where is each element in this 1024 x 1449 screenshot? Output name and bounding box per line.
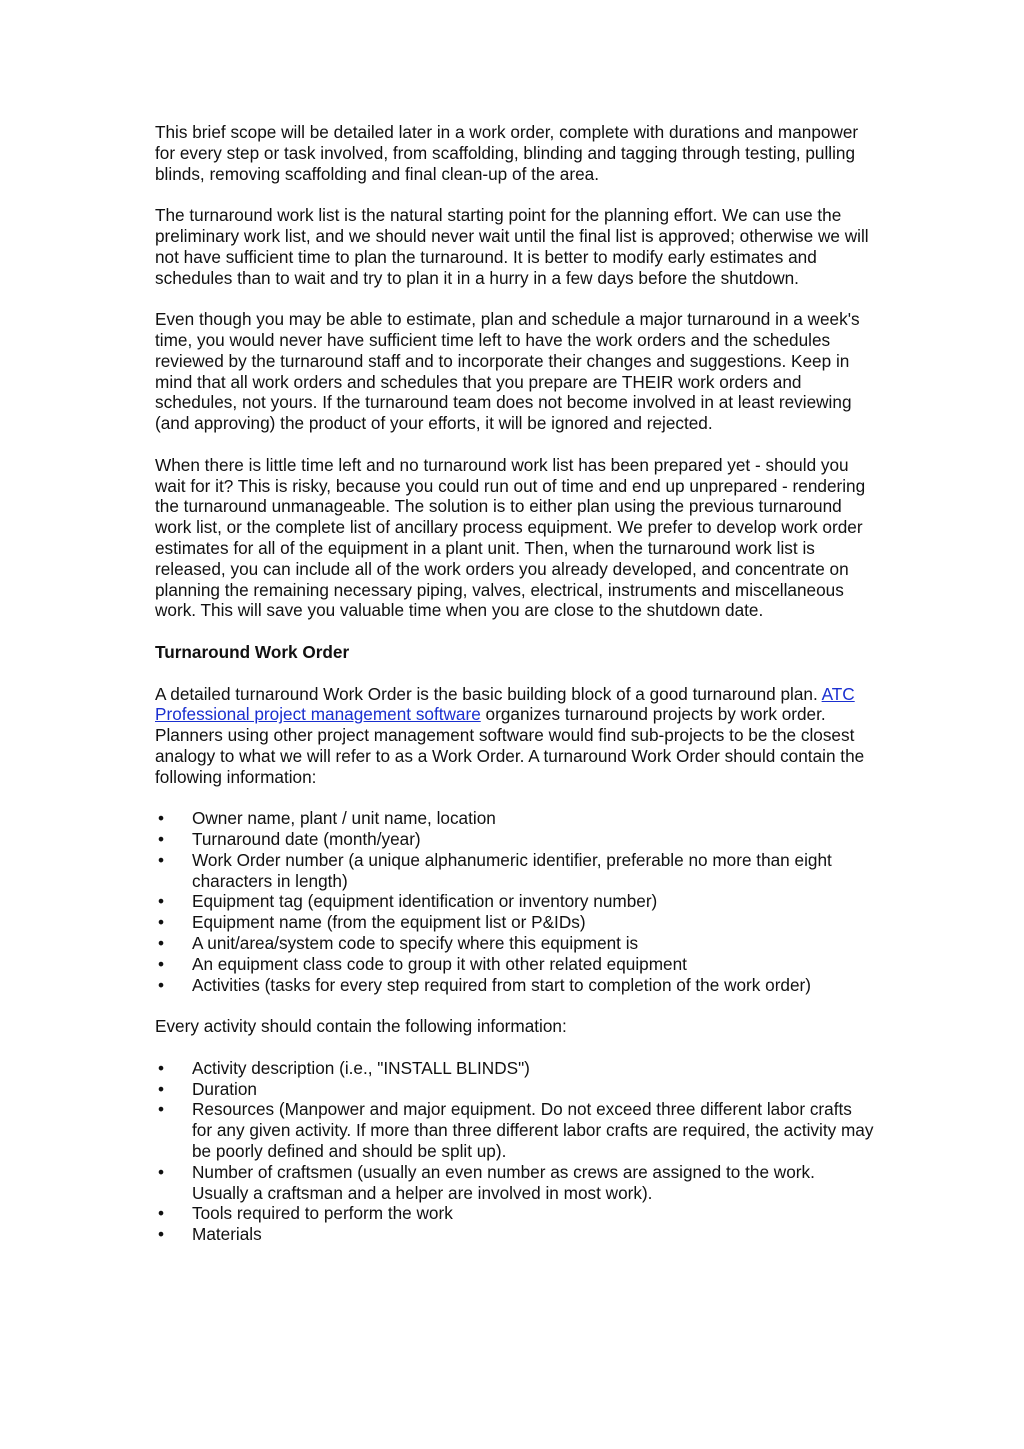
bullet-icon: •: [158, 1099, 165, 1120]
list-item-text: Equipment name (from the equipment list or P&IDs): [192, 912, 586, 933]
list-item: [155, 933, 875, 954]
paragraph-work-order-intro: [155, 684, 875, 788]
list-item: [155, 808, 875, 829]
list-item-text: Equipment tag (equipment identification or inventory number): [192, 891, 658, 912]
list-item: [155, 1079, 875, 1100]
section-heading: Turnaround Work Order: [155, 641, 350, 662]
bullet-icon: •: [158, 953, 165, 974]
list-item-text: Resources (Manpower and major equipment. Do not exceed three different labor crafts for any given activity. If more than three different labor crafts are required, the activity may be poorly defined and should be split up).: [192, 1099, 874, 1162]
list-item: [155, 850, 875, 892]
list-item: [155, 1099, 875, 1161]
bullet-icon: •: [158, 974, 165, 995]
list-item-text: Tools required to perform the work: [192, 1203, 453, 1224]
list-item: [155, 829, 875, 850]
bullet-icon: •: [158, 891, 165, 912]
bullet-icon: •: [158, 808, 165, 829]
paragraph-review: Even though you may be able to estimate, plan and schedule a major turnaround in a week's time, you would never have sufficient time left to have the work orders and the schedules reviewed by the turnaround staff and to incorporate their changes and suggestions. Keep in mind that all work orders and schedules that you prepare are THEIR work orders and schedules, not yours. If the turnaround team does not become involved in at least reviewing (and approving) the product of your efforts, it will be ignored and rejected.: [155, 309, 860, 434]
atc-software-link[interactable]: ATC Professional project management software: [155, 683, 855, 725]
activity-info-list: [155, 1058, 875, 1245]
bullet-icon: •: [158, 829, 165, 850]
document-page: [155, 122, 875, 1266]
list-item: [155, 912, 875, 933]
bullet-icon: •: [158, 1203, 165, 1224]
list-item-text: Activities (tasks for every step required from start to completion of the work order): [192, 974, 811, 995]
intro-text-before-link: A detailed turnaround Work Order is the basic building block of a good turnaround plan.: [155, 683, 822, 704]
bullet-icon: •: [158, 1057, 165, 1078]
bullet-icon: •: [158, 1161, 165, 1182]
paragraph-scope: This brief scope will be detailed later in a work order, complete with durations and manpower for every step or task involved, from scaffolding, blinding and tagging through testing, pulling blinds, removing scaffolding and final clean-up of the area.: [155, 122, 859, 184]
list-item-text: Duration: [192, 1078, 257, 1099]
list-item-text: A unit/area/system code to specify where this equipment is: [192, 933, 639, 954]
bullet-icon: •: [158, 1224, 165, 1245]
list-item: [155, 1224, 875, 1245]
list-item: [155, 975, 875, 996]
paragraph-work-list: The turnaround work list is the natural starting point for the planning effort. We can use the preliminary work list, and we should never wait until the final list is approved; otherwise we will not have sufficient time to plan the turnaround. It is better to modify early estimates and schedules than to wait and try to plan it in a hurry in a few days before the shutdown.: [155, 205, 869, 288]
list-item-text: Work Order number (a unique alphanumeric identifier, preferable no more than eight characters in length): [192, 849, 832, 891]
list-item-text: Owner name, plant / unit name, location: [192, 808, 496, 829]
list-item: [155, 954, 875, 975]
bullet-icon: •: [158, 933, 165, 954]
list-item: [155, 1058, 875, 1079]
list-item-text: Number of craftsmen (usually an even number as crews are assigned to the work. Usually a craftsman and a helper are involved in most work).: [192, 1161, 815, 1203]
work-order-info-list: [155, 808, 875, 995]
bullet-icon: •: [158, 1078, 165, 1099]
intro-text-after-link: organizes turnaround projects by work order. Planners using other project management software would find sub-projects to be the closest analogy to what we will refer to as a Work Order. A turnaround Work Order should contain the following information:: [155, 704, 865, 787]
bullet-icon: •: [158, 849, 165, 870]
list-item-text: An equipment class code to group it with other related equipment: [192, 953, 687, 974]
list-item: [155, 1162, 875, 1204]
list-item: [155, 891, 875, 912]
list-item-text: Materials: [192, 1224, 262, 1245]
list-item-text: Activity description (i.e., "INSTALL BLINDS"): [192, 1057, 530, 1078]
paragraph-little-time: When there is little time left and no turnaround work list has been prepared yet - should you wait for it? This is risky, because you could run out of time and end up unprepared - rendering the turnaround unmanageable. The solution is to either plan using the previous turnaround work list, or the complete list of ancillary process equipment. We prefer to develop work order estimates for all of the equipment in a plant unit. Then, when the turnaround work list is released, you can include all of the work orders you already developed, and concentrate on planning the remaining necessary piping, valves, electrical, instruments and miscellaneous work. This will save you valuable time when you are close to the shutdown date.: [155, 454, 866, 621]
paragraph-activity-intro: Every activity should contain the following information:: [155, 1016, 567, 1037]
list-item: [155, 1203, 875, 1224]
bullet-icon: •: [158, 912, 165, 933]
list-item-text: Turnaround date (month/year): [192, 829, 421, 850]
